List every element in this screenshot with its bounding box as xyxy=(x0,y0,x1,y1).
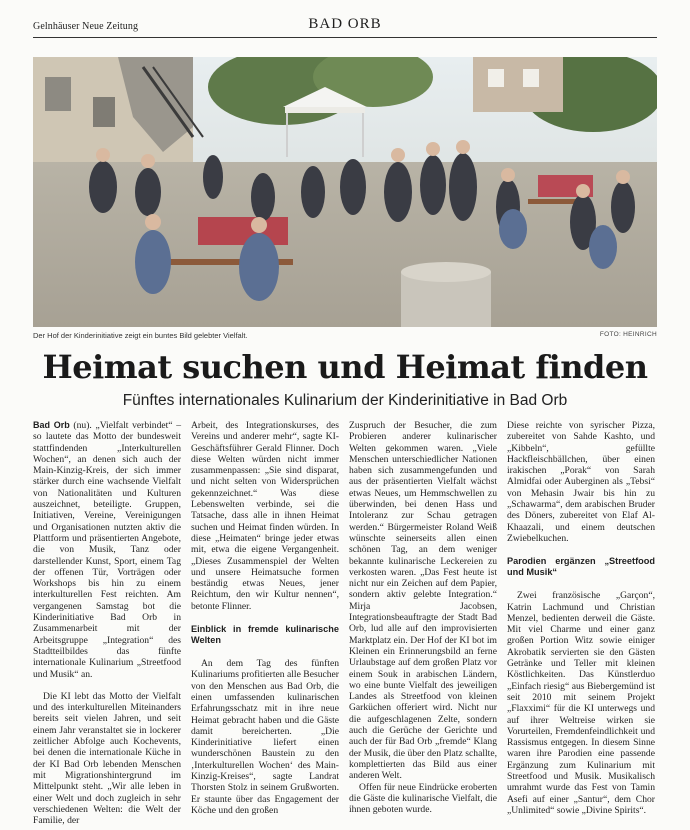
article-column-3 xyxy=(349,420,497,815)
article-paragraph: Diese reichte von syrischer Pizza, zubereitet von Sahde Kashto, und „Kibbeln“, gefüllte Hackfleischbällchen, über einen irakischen „Porak“ von Sarah Almidfai oder Auberginen als „Tebsi“ von Mehasin Jwair bis hin zu „Schawarma“, dem arabischen Bruder des Döners, zubereitet von Elaf Al-Khaazali, und einem deutschen Zwiebelkuchen. xyxy=(507,420,655,544)
section-title: BAD ORB xyxy=(308,16,382,32)
courtyard-photo-illustration xyxy=(33,57,657,327)
article-paragraph xyxy=(33,420,181,680)
intertitle: Parodien ergänzen „Streetfood und Musik“ xyxy=(507,556,655,578)
article-paragraph: An dem Tag des fünften Kulinariums profitierten alle Besucher von den Menschen aus Bad Orb, die einen umfassenden kulinarischen Erfahrungsschatz mit in ihre neue Heimat gebracht haben und die Gäste damit bereicherten. „Die Kinderinitiative liefert einen wunderschönen Baustein zu den ‚Interkulturellen Wochen‘ des Main-Kinzig-Kreises“, sagte Landrat Thorsten Stolz in seinem Grußworten. Er staunte über das Engagement der Köche und den großen xyxy=(191,658,339,816)
article-column-4 xyxy=(507,420,655,816)
intertitle: Einblick in fremde kulinarische Welten xyxy=(191,624,339,646)
article-paragraph: Offen für neue Eindrücke eroberten die Gäste die kulinarische Vielfalt, die ihnen geboten wurde. xyxy=(349,781,497,816)
masthead-rule xyxy=(33,37,657,38)
article-column-1 xyxy=(33,420,181,826)
masthead xyxy=(33,14,657,40)
article-paragraph: Zuspruch der Besucher, die zum Probieren anderer kulinarischer Welten gekommen waren. „Viele Menschen unterschiedlicher Nationen haben sich zusammengefunden und aus der präsentierten Vielfalt wächst etwas Neues, um Hemmschwellen zu überwinden, bei denen Hass und Intoleranz zur Schau getragen werden.“ Bürgermeister Roland Weiß wünschte seinerseits allen einen schönen Tag, an dem weniger bekannte kulinarische Leckereien zu verkosten waren. „Das Fest heute ist nicht nur ein Zeichen auf dem Papier, sondern aktiv gelebte Integration.“ Mirja Jacobsen, Integrationsbeauftragte der Stadt Bad Orb, lud alle auf den improvisierten Marktplatz ein. Der Hof der KI bot im Kleinen ein Erinnerungsbild an ferne Urlaubstage auf dem großen Platz vor einem Souk in arabischen Ländern, wo eine bunte Vielfalt des jeweiligen Landes als Streetfood von kleinen Garküchen offeriert wird. Nicht nur die aufgeschlagenen Zelte, sondern auch die Gerüche der Gerichte und auch der für Bad Orb „fremde“ Klang der Musik, die über den Platz schallte, komplettierten das Bild aus einer anderen Welt. xyxy=(349,420,497,782)
article-paragraph: Die KI lebt das Motto der Vielfalt und des interkulturellen Miteinanders bereits seit vielen Jahren, und seit einem Jahr veranstaltet sie in lockerer zeitlicher Abfolge auch Kochevents, bei denen die internationale Küche in der KI Bad Orb lebenden Menschen mit Migrationshintergrund im Mittelpunkt steht. „Wir alle leben in einer Welt und doch zugleich in sehr verschiedenen Welten: die Welt der Familie, der xyxy=(33,690,181,827)
paragraph-text: (nu). „Vielfalt verbindet“ – so lautete das Motto der bundesweit stattfindenden „Interkulturellen Wochen“, an denen sich auch der Main-Kinzig-Kreis, der sich immer stärker durch eine wachsende Vielfalt von Nationalitäten und Kulturen auszeichnet, beteiligte. Gruppen, Initiativen, Vereine, Vereinigungen und Organisationen nutzten aktiv die Plattform und präsentierten Angebote, die von Musik, Tanz oder darstellender Kunst, Sport, einem Tag der offenen Tür, Vorträgen oder Workshops bis hin zu einem interkulturellen Fest reichten. Am vergangenen Samstag bot die Kinderinitiative Bad Orb in Zusammenarbeit mit der Arbeitsgruppe „Integration“ des Stadtteilbildes das fünfte internationale Kulinarium „Streetfood und Musik“ an. xyxy=(33,420,181,680)
dateline: Bad Orb xyxy=(33,420,70,430)
photo-credit: FOTO: HEINRICH xyxy=(599,331,657,338)
subheadline: Fünftes internationales Kulinarium der Kinderinitiative in Bad Orb xyxy=(122,392,568,409)
article-paragraph: Zwei französische „Garçon“, Katrin Lachmund und Christian Menzel, bedienten derweil die Gäste. Mit viel Charme und einer ganz großen Portion Witz sowie einiger Akrobatik servierten sie den Gästen Getränke und Teller mit kleinen Köstlichkeiten. Das Künstlerduo „Einfach riesig“ aus Biebergemünd ist seit 2010 mit seinem Projekt „Flaxximi“ für die KI unterwegs und auf ihrer Weltreise wirken sie Vorurteilen, Fremdenfeindlichkeit und Rassismus entgegen. In diesem Sinne waren ihre Parodien eine passende Ergänzung zum Kulinarium mit Streetfood und Musik. Musikalisch umrahmt wurde das Fest von Tamin Asefi auf einer „Santur“, dem Chor „Unlimited“ sowie „Divine Spirits“. xyxy=(507,590,655,816)
newspaper-name: Gelnhäuser Neue Zeitung xyxy=(33,21,139,32)
article-photo xyxy=(33,57,657,327)
photo-caption: Der Hof der Kinderinitiative zeigt ein buntes Bild gelebter Vielfalt. xyxy=(33,331,248,340)
headline: Heimat suchen und Heimat finden xyxy=(42,348,648,386)
article-column-2 xyxy=(191,420,339,816)
article-paragraph: Arbeit, des Integrationskurses, des Vereins und anderer mehr“, sagte KI-Geschäftsführer Gerald Flinner. Doch diese Welten würden nicht immer zusammenpassen: „Sie sind disparat, und nicht selten von Widersprüchen gekennzeichnet.“ Was diese Lebenswelten verbinde, sei die Tatsache, dass alle in ihnen Heimat suchen und Heimat finden würden. In diese „Heimaten“ bringe jeder etwas mit, etwa die eigene Vergangenheit. „Dieses Zusammenspiel der Welten und unsere Heimatsuche formen beständig etwas Neues, jener Reichtum, den wir Kultur nennen“, betonte Flinner. xyxy=(191,420,339,612)
